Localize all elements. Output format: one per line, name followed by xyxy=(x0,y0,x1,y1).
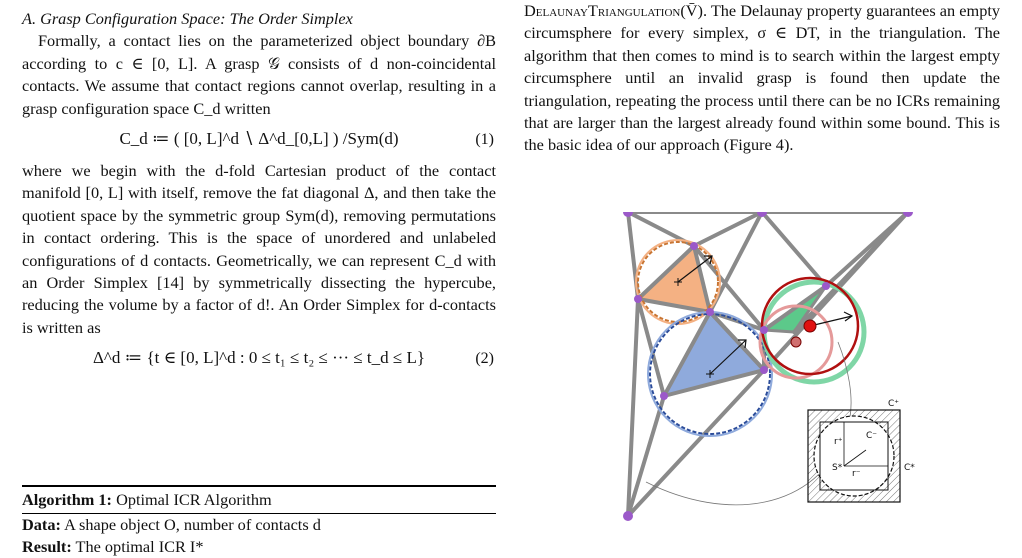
section-title: A. Grasp Configuration Space: The Order Simplex xyxy=(22,9,353,28)
paragraph-1: Formally, a contact lies on the parameterized object boundary ∂B according to c ∈ [0, L]. A grasp 𝒢 consists of d non-coincidental contacts. We assume that contact regions cannot overlap, resulting in a grasp configuration space C_d written xyxy=(22,31,496,118)
label-r-minus: r⁻ xyxy=(852,469,861,479)
right-paragraph-text: The Delaunay property guarantees an empty circumsphere for every simplex, σ ∈ DT, in the triangulation. The algorithm that then comes to mind is to search within the largest empty circumsphere until an invalid grasp is found then update the triangulation, repeating the process until there can be no ICRs remaining that are larger than the largest already found within some bound. This is the basic idea of our approach (Figure 4). xyxy=(524,1,1000,155)
equation-2 xyxy=(22,339,496,379)
red-center-dot xyxy=(804,320,816,332)
equation-1-body: C_d ≔ ( [0, L]^d ∖ Δ^d_[0,L] ) /Sym(d) xyxy=(119,129,399,149)
equation-2-body: Δ^d ≔ {t ∈ [0, L]^d : 0 ≤ t₁ ≤ t₂ ≤ ··· ≤ t_d ≤ L} xyxy=(92,348,426,368)
algorithm-result-line xyxy=(22,536,496,558)
label-r-plus: r⁺ xyxy=(834,437,843,447)
label-c-star: C* xyxy=(904,463,915,473)
algorithm-box xyxy=(22,485,496,558)
left-column xyxy=(22,0,496,379)
algorithm-label: Algorithm 1: xyxy=(22,490,112,509)
paragraph-2: where we begin with the d-fold Cartesian product of the contact manifold [0, L] with itself, remove the fat diagonal Δ, and then take the quotient space by the symmetric group Sym(d), removing permutations in contact ordering. This is the space of unordered and unlabeled configurations of d contacts. Geometrically, we can represent C_d with an Order Simplex [14] by symmetrically dissecting the hypercube, reducing the volume by a factor of d!. An Order Simplex for d-contacts is written as xyxy=(22,161,496,337)
icr-figure xyxy=(606,212,926,532)
delaunay-function: DelaunayTriangulation(V̄). xyxy=(524,1,708,20)
equation-2-number: (2) xyxy=(475,350,494,368)
orange-triangle xyxy=(638,246,710,312)
inset-diagram xyxy=(808,399,915,502)
right-column xyxy=(524,0,1000,157)
algorithm-title: Optimal ICR Algorithm xyxy=(116,490,272,509)
label-c-minus: C⁻ xyxy=(866,431,878,441)
equation-1 xyxy=(22,120,496,160)
label-c-plus: C⁺ xyxy=(888,399,900,409)
right-paragraph xyxy=(524,0,1000,157)
label-s-star: S* xyxy=(832,463,843,473)
triangulation-diagram xyxy=(606,212,926,532)
algorithm-result-label: Result: xyxy=(22,537,72,556)
algorithm-result-text: The optimal ICR I* xyxy=(75,537,204,556)
algorithm-data-line xyxy=(22,514,496,536)
pink-center-dot xyxy=(791,337,801,347)
algorithm-data-text: A shape object O, number of contacts d xyxy=(64,515,321,534)
algorithm-data-label: Data: xyxy=(22,515,61,534)
equation-1-number: (1) xyxy=(475,131,494,149)
algorithm-header xyxy=(22,487,496,514)
